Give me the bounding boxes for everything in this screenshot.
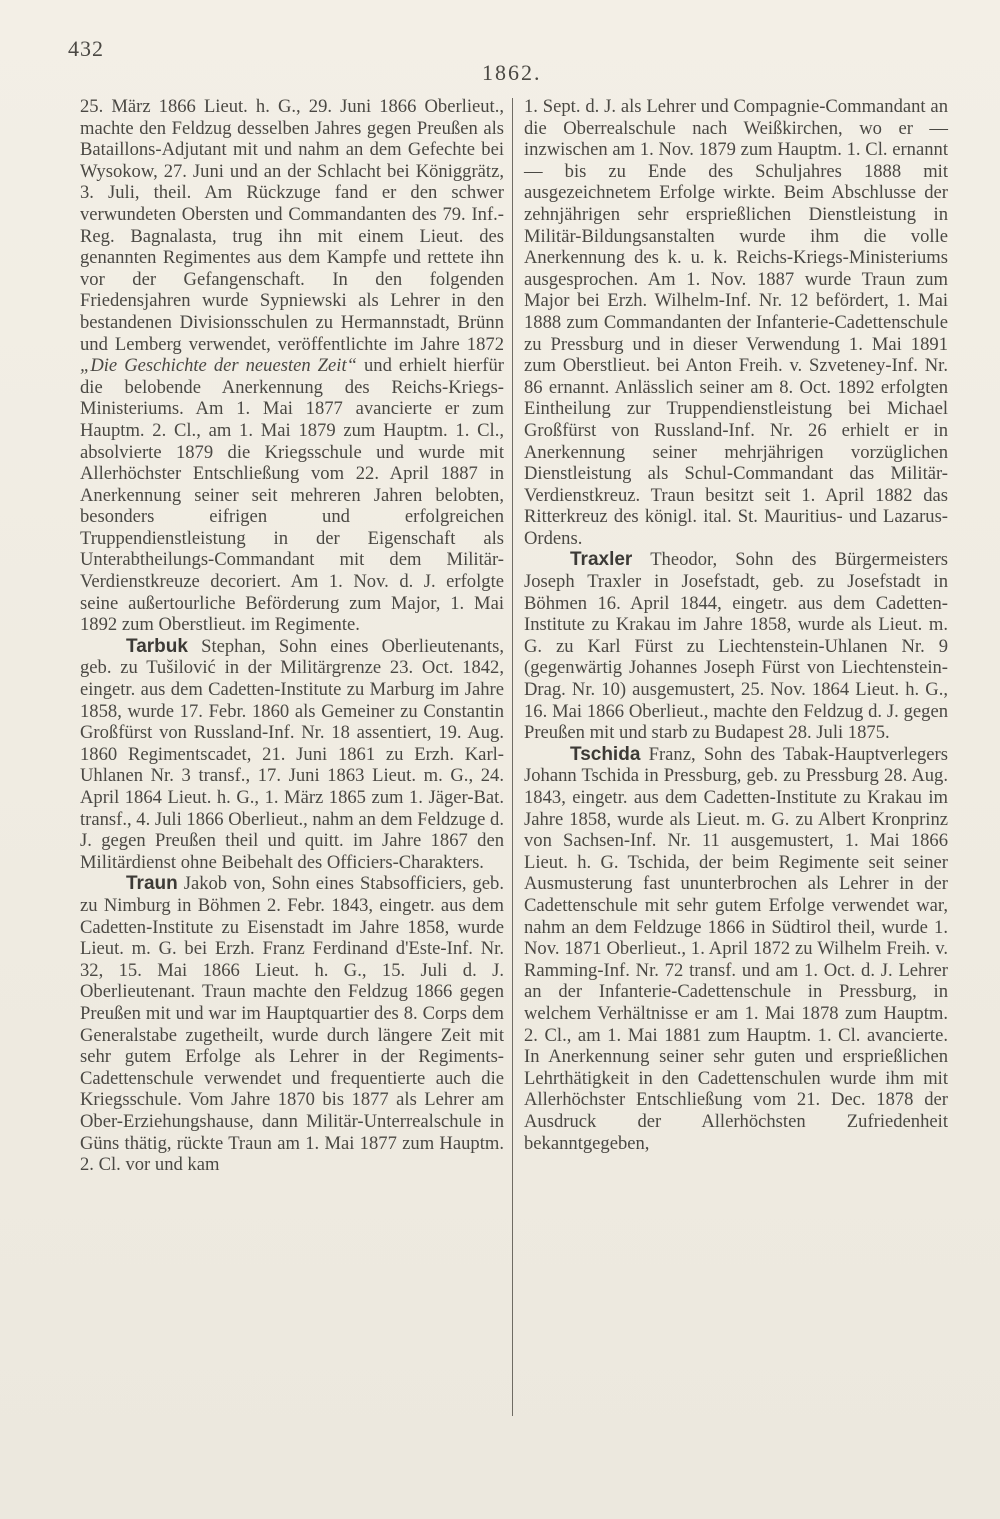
column-divider — [512, 98, 513, 1416]
entry-tschida — [524, 744, 948, 1154]
book-title: „Die Geschichte der neuesten Zeit“ — [80, 355, 357, 377]
entry-text: Theodor, Sohn des Bürgermeisters Joseph Traxler in Josefstadt, geb. zu Josefstadt in Böhmen 16. April 1844, eingetr. aus dem Cadetten-Institute zu Krakau im Jahre 1858, wurde als Lieut. m. G. zu Karl Fürst zu Liechtenstein-Uhlanen Nr. 9 (gegenwärtig Johannes Joseph Fürst von Liechtenstein-Drag. Nr. 10) ausgemustert, 25. Nov. 1864 Lieut. h. G., 16. Mai 1866 Oberlieut., machte den Feldzug d. J. gegen Preußen mit und starb zu Budapest 28. Juli 1875. — [524, 549, 948, 744]
entry-traun-continuation — [524, 96, 948, 549]
page-number: 432 — [68, 36, 104, 61]
entry-text: Franz, Sohn des Tabak-Hauptverlegers Johann Tschida in Pressburg, geb. zu Pressburg 28. Aug. 1843, eingetr. aus dem Cadetten-Institute zu Krakau im Jahre 1858, wurde als Lieut. m. G. zu Albert Kronprinz von Sachsen-Inf. Nr. 11 ausgemustert, 1. Mai 1866 Lieut. h. G. Tschida, der beim Regimente seit seiner Ausmusterung fast ununterbrochen als Lehrer in der Cadettenschule mit sehr gutem Erfolge verwendet war, nahm an dem Feldzuge 1866 in Südtirol theil, wurde 1. Nov. 1871 Oberlieut., 1. April 1872 zu Wilhelm Freih. v. Ramming-Inf. Nr. 72 transf. und am 1. Oct. d. J. Lehrer an der Infanterie-Cadettenschule in Pressburg, in welchem Verhältnisse er am 1. Mai 1878 zum Hauptm. 2. Cl., am 1. Mai 1881 zum Hauptm. 1. Cl. avancierte. In Anerkennung seiner sehr guten und ersprießlichen Lehrthätigkeit in den Cadettenschulen wurde ihm mit Allerhöchster Entschließung vom 21. Dec. 1878 der Ausdruck der Allerhöchsten Zufriedenheit bekanntgegeben, — [524, 743, 948, 1154]
entry-tarbuk — [80, 636, 504, 874]
entry-name: Tschida — [570, 743, 641, 765]
left-column — [80, 96, 504, 1176]
entry-traun — [80, 873, 504, 1175]
entry-name: Traxler — [570, 549, 633, 571]
entry-text: Jakob von, Sohn eines Stabsofficiers, geb. zu Nimburg in Böhmen 2. Febr. 1843, eingetr. aus dem Cadetten-Institute zu Eisenstadt im Jahre 1858, wurde Lieut. m. G. bei Erzh. Franz Ferdinand d'Este-Inf. Nr. 32, 15. Mai 1866 Lieut. h. G., 15. Juli d. J. Oberlieutenant. Traun machte den Feldzug 1866 gegen Preußen mit und war im Hauptquartier des 8. Corps dem Generalstabe zugetheilt, wurde durch längere Zeit mit sehr gutem Erfolge als Lehrer in der Regiments-Cadettenschule verwendet und frequentierte auch die Kriegsschule. Vom Jahre 1870 bis 1877 als Lehrer am Ober-Erziehungshause, dann Militär-Unterrealschule in Güns thätig, rückte Traun am 1. Mai 1877 zum Hauptm. 2. Cl. vor und kam — [80, 873, 504, 1176]
entry-sypniewski-continuation — [80, 96, 504, 636]
entry-traxler — [524, 549, 948, 743]
sypniewski-text-part-1: 25. März 1866 Lieut. h. G., 29. Juni 1866 Oberlieut., machte den Feldzug desselben Jahres gegen Preußen als Bataillons-Adjutant mit und nahm an dem Gefechte bei Wysokow, 27. Juni und an der Schlacht bei Königgrätz, 3. Juli, theil. Am Rückzuge fand er den schwer verwundeten Obersten und Commandanten des 79. Inf.-Reg. Bagnalasta, trug ihn mit einem Lieut. des genannten Regimentes aus dem Kampfe und rettete ihn vor der Gefangenschaft. In den folgenden Friedensjahren wurde Sypniewski als Lehrer in den bestandenen Divisionsschulen zu Hermannstadt, Brünn und Lemberg verwendet, veröffentlichte im Jahre 1872 — [80, 96, 504, 355]
entry-text: Stephan, Sohn eines Oberlieutenants, geb. zu Tušilović in der Militärgrenze 23. Oct. 1842, eingetr. aus dem Cadetten-Institute zu Marburg im Jahre 1858, wurde 17. Febr. 1860 als Gemeiner zu Constantin Großfürst von Russland-Inf. Nr. 18 assentiert, 19. Aug. 1860 Regimentscadet, 21. Juni 1861 zu Erzh. Karl-Uhlanen Nr. 3 transf., 17. Juni 1863 Lieut. m. G., 24. April 1864 Lieut. h. G., 1. März 1865 zum 1. Jäger-Bat. transf., 4. Juli 1866 Oberlieut., nahm an dem Feldzuge d. J. gegen Preußen theil und quitt. im Jahre 1867 den Militärdienst ohne Beibehalt des Officiers-Charakters. — [80, 635, 504, 873]
right-column — [524, 96, 948, 1154]
entry-text: 1. Sept. d. J. als Lehrer und Compagnie-Commandant an die Oberrealschule nach Weißkirchen, wo er — inzwischen am 1. Nov. 1879 zum Hauptm. 1. Cl. ernannt — bis zu Ende des Schuljahres 1888 mit ausgezeichnetem Erfolge wirkte. Beim Abschlusse der zehnjährigen sehr ersprießlichen Dienstleistung in Militär-Bildungsanstalten wurde ihm die volle Anerkennung des k. u. k. Reichs-Kriegs-Ministeriums ausgesprochen. Am 1. Nov. 1887 wurde Traun zum Major bei Erzh. Wilhelm-Inf. Nr. 12 befördert, 1. Mai 1888 zum Commandanten der Infanterie-Cadettenschule zu Pressburg und in dieser Verwendung 1. Mai 1891 zum Oberstlieut. bei Anton Freih. v. Szveteney-Inf. Nr. 86 ernannt. Anlässlich seiner am 8. Oct. 1892 erfolgten Eintheilung zur Truppendienstleistung bei Michael Großfürst von Russland-Inf. Nr. 26 erhielt er in Anerkennung seiner mehrjährigen vorzüglichen Dienstleistung als Schul-Commandant das Militär-Verdienstkreuz. Traun besitzt seit 1. April 1882 das Ritterkreuz des königl. ital. St. Mauritius- und Lazarus-Ordens. — [524, 96, 948, 549]
entry-name: Tarbuk — [126, 635, 188, 657]
sypniewski-text-part-2: und erhielt hierfür die belobende Anerkennung des Reichs-Kriegs-Ministeriums. Am 1. Mai 1877 avancierte er zum Hauptm. 2. Cl., am 1. Mai 1879 zum Hauptm. 1. Cl., absolvierte 1879 die Kriegsschule und wurde mit Allerhöchster Entschließung vom 22. April 1887 in Anerkennung seiner seit mehreren Jahren belobten, besonders eifrigen und erfolgreichen Truppendienstleistung in der Eigenschaft als Unterabtheilungs-Commandant mit dem Militär-Verdienstkreuze decoriert. Am 1. Nov. d. J. erfolgte seine außertourliche Beförderung zum Major, 1. Mai 1892 zum Oberstlieut. im Regimente. — [80, 355, 504, 636]
running-header-year: 1862. — [482, 60, 542, 85]
entry-name: Traun — [126, 873, 178, 895]
